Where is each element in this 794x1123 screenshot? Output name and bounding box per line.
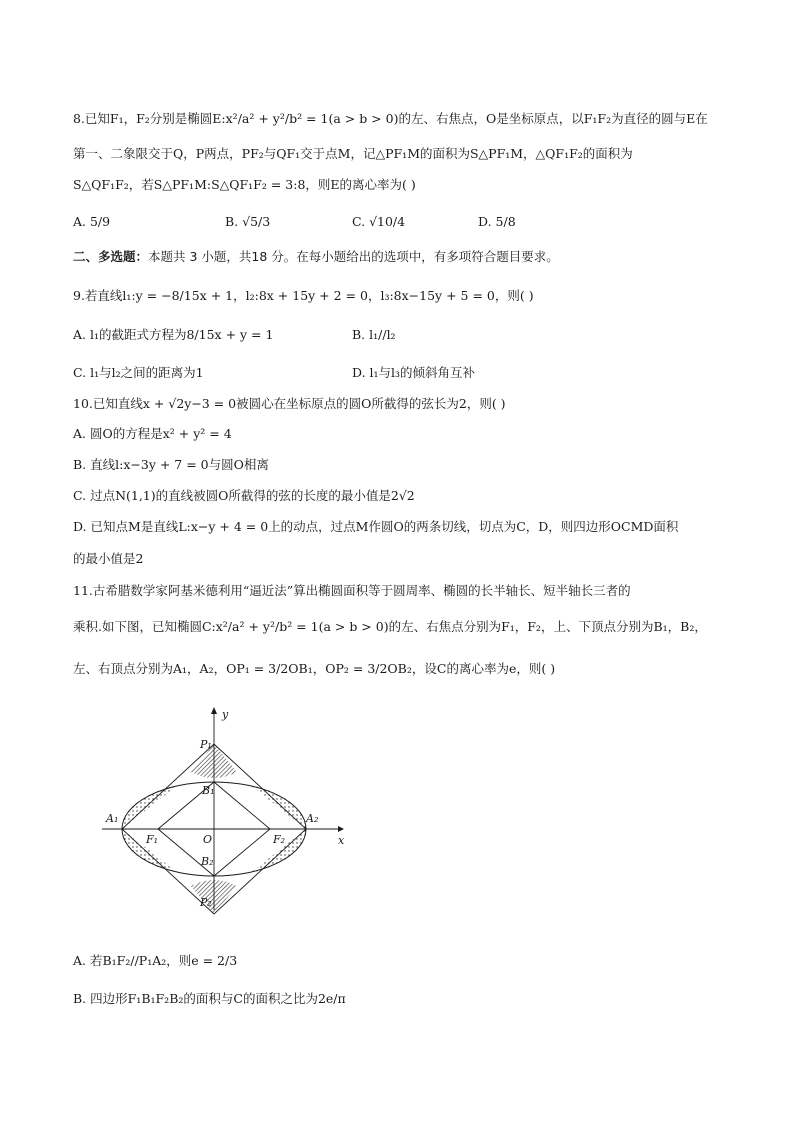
label-x: x [338, 834, 345, 847]
q11-option-b: B. 四边形F₁B₁F₂B₂的面积与C的面积之比为2e/π [73, 991, 346, 1006]
q9-option-b: B. l₁//l₂ [352, 327, 396, 342]
y-axis-arrow-icon [211, 707, 217, 714]
ellipse-figure [100, 702, 360, 917]
q9-option-c: C. l₁与l₂之间的距离为1 [73, 365, 204, 380]
q10-option-d-line2: 的最小值是2 [73, 551, 144, 566]
label-f1: F₁ [146, 833, 159, 846]
q8-line1: 8.已知F₁，F₂分别是椭圆E:x²/a² + y²/b² = 1(a > b > 0)的左、右焦点，O是坐标原点，以F₁F₂为直径的圆与E在 [73, 111, 708, 126]
q11-line3: 左、右顶点分别为A₁，A₂，OP₁ = 3/2OB₁，OP₂ = 3/2OB₂，设C的离心率为e，则( ) [73, 661, 556, 676]
x-axis-arrow-icon [338, 826, 344, 832]
q10-option-d-line1: D. 已知点M是直线L:x−y + 4 = 0上的动点，过点M作圆O的两条切线，切点为C，D，则四边形OCMD面积 [73, 519, 679, 534]
label-a2: A₂ [306, 812, 319, 825]
q10-stem: 10.已知直线x + √2y−3 = 0被圆心在坐标原点的圆O所截得的弦长为2，则( ) [73, 396, 506, 411]
q10-option-a: A. 圆O的方程是x² + y² = 4 [73, 426, 232, 441]
section-title: 二、多选题： [73, 249, 149, 264]
q9-stem: 9.若直线l₁:y = −8/15x + 1，l₂:8x + 15y + 2 = 0，l₃:8x−15y + 5 = 0，则( ) [73, 288, 534, 303]
q9-option-d: D. l₁与l₃的倾斜角互补 [352, 365, 476, 380]
label-f2: F₂ [273, 833, 286, 846]
label-p1: P₁ [200, 738, 212, 751]
q11-option-a: A. 若B₁F₂//P₁A₂，则e = 2/3 [73, 953, 238, 968]
label-a1: A₁ [106, 812, 119, 825]
q8-option-c: C. √10/4 [352, 214, 406, 229]
label-o: O [203, 833, 213, 846]
q8-option-d: D. 5/8 [478, 214, 516, 229]
label-y: y [222, 708, 229, 721]
q8-option-a: A. 5/9 [73, 214, 111, 229]
q11-line2: 乘积.如下图，已知椭圆C:x²/a² + y²/b² = 1(a > b > 0)的左、右焦点分别为F₁，F₂，上、下顶点分别为B₁，B₂， [73, 619, 707, 634]
q8-line2: 第一、二象限交于Q，P两点，PF₂与QF₁交于点M，记△PF₁M的面积为S△PF₁M，△QF₁F₂的面积为 [73, 146, 633, 161]
section-instructions: 本题共 3 小题，共18 分。在每小题给出的选项中，有多项符合题目要求。 [148, 249, 559, 264]
q10-option-b: B. 直线l:x−3y + 7 = 0与圆O相离 [73, 457, 269, 472]
label-b1: B₁ [202, 784, 215, 797]
q9-option-a: A. l₁的截距式方程为8/15x + y = 1 [73, 327, 274, 342]
q8-option-b: B. √5/3 [225, 214, 271, 229]
label-p2: P₂ [200, 896, 212, 909]
q8-line3: S△QF₁F₂，若S△PF₁M:S△QF₁F₂ = 3:8，则E的离心率为( ) [73, 177, 416, 192]
q10-option-c: C. 过点N(1,1)的直线被圆O所截得的弦的长度的最小值是2√2 [73, 488, 415, 503]
q11-line1: 11.古希腊数学家阿基米德利用“逼近法”算出椭圆面积等于圆周率、椭圆的长半轴长、短半轴长三者的 [73, 583, 631, 598]
section-heading [73, 248, 559, 266]
label-b2: B₂ [201, 855, 214, 868]
dotted-region-right [250, 785, 306, 829]
dotted-region-left [122, 785, 178, 829]
